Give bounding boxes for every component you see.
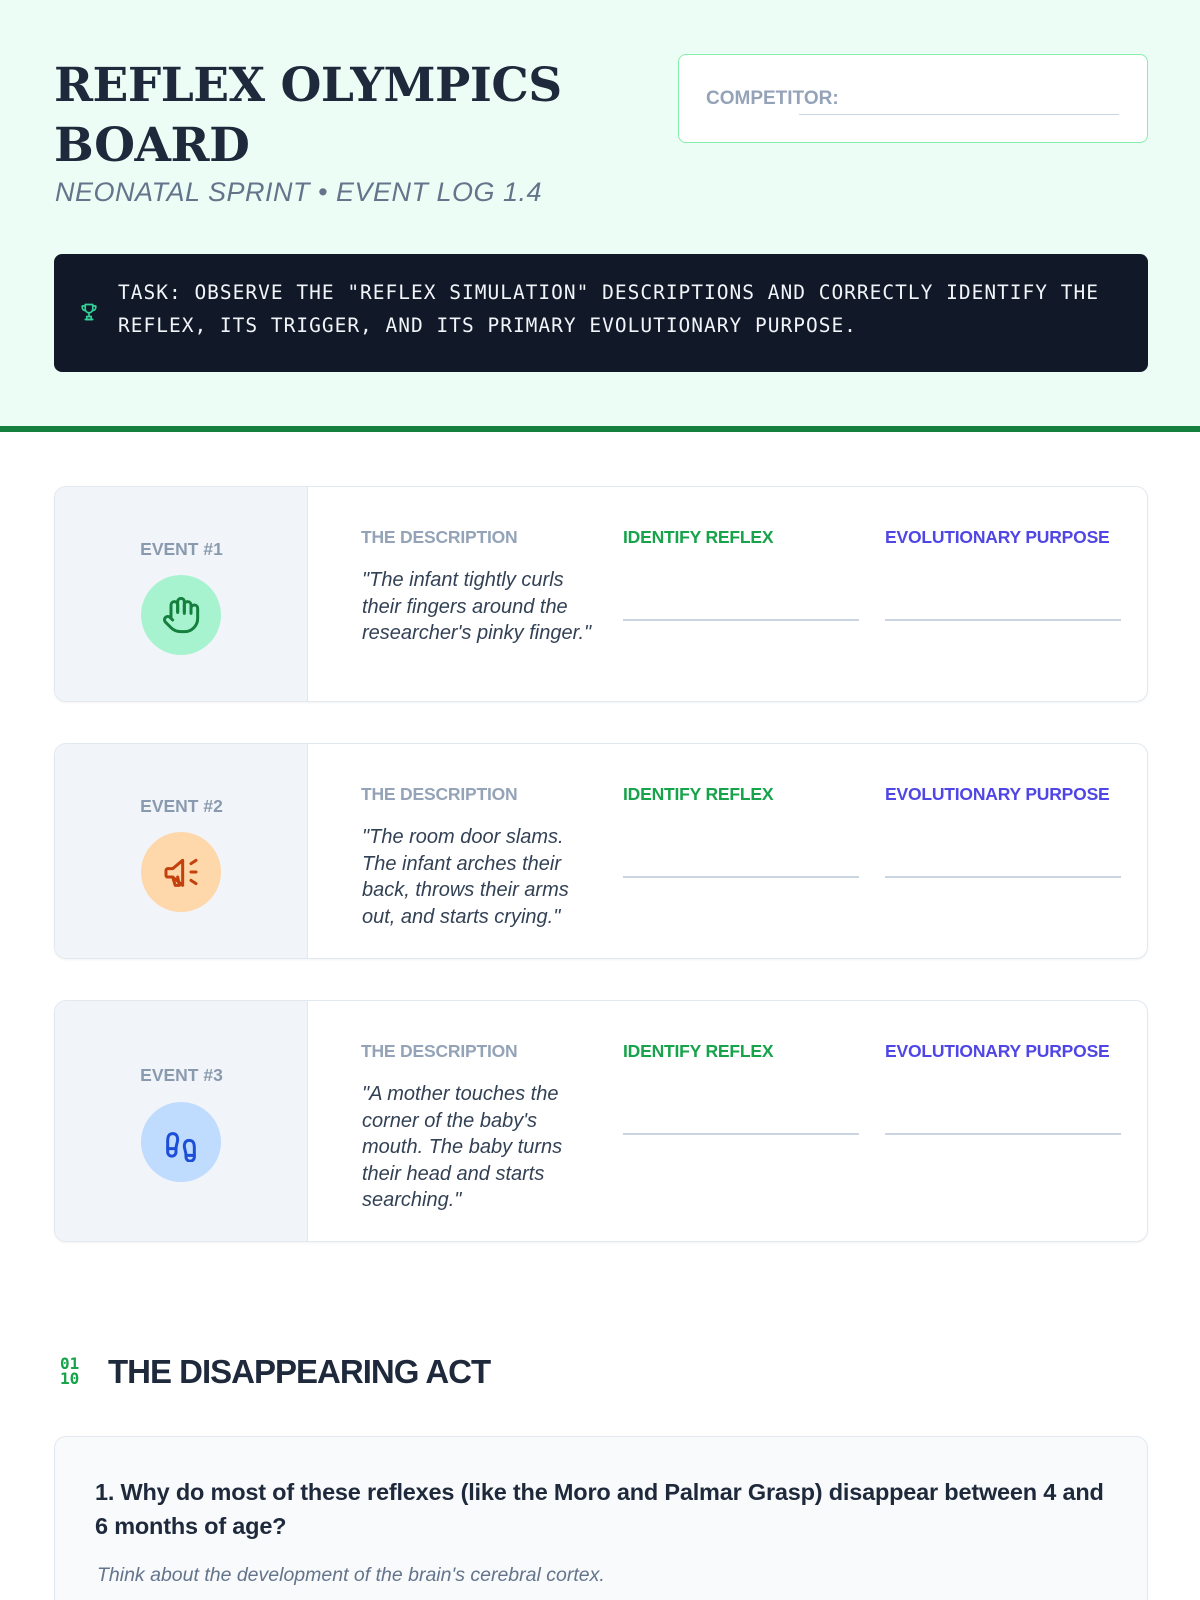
hand-icon — [161, 595, 201, 635]
task-banner — [54, 254, 1148, 372]
event-badge-panel — [55, 487, 308, 701]
purpose-answer-field[interactable] — [885, 1133, 1121, 1135]
event-card — [54, 743, 1148, 959]
reflex-answer-field[interactable] — [623, 619, 859, 621]
section-title: THE DISAPPEARING ACT — [108, 1353, 491, 1390]
trophy-icon — [80, 302, 98, 322]
question-text: 1. Why do most of these reflexes (like the Moro and Palmar Grasp) disappear between 4 and 6 months of age? — [95, 1479, 1104, 1539]
event-card — [54, 1000, 1148, 1242]
purpose-heading: EVOLUTIONARY PURPOSE — [885, 784, 1110, 804]
event-description: "The room door slams. The infant arches their back, throws their arms out, and starts crying." — [362, 826, 569, 928]
purpose-heading: EVOLUTIONARY PURPOSE — [885, 527, 1110, 547]
question-card — [54, 1436, 1148, 1600]
purpose-heading: EVOLUTIONARY PURPOSE — [885, 1041, 1110, 1061]
competitor-name-field[interactable] — [799, 114, 1119, 115]
event-card — [54, 486, 1148, 702]
footprints-icon — [161, 1122, 201, 1162]
competitor-box — [678, 54, 1148, 143]
purpose-answer-field[interactable] — [885, 619, 1121, 621]
reflex-answer-field[interactable] — [623, 876, 859, 878]
event-icon-badge — [141, 832, 221, 912]
description-heading: THE DESCRIPTION — [361, 527, 518, 547]
description-heading: THE DESCRIPTION — [361, 1041, 518, 1061]
event-number: EVENT #1 — [140, 539, 223, 559]
reflex-heading: IDENTIFY REFLEX — [623, 527, 774, 547]
page-title: REFLEX OLYMPICS BOARD — [54, 58, 562, 173]
question-hint: Think about the development of the brain's cerebral cortex. — [97, 1564, 605, 1586]
binary-icon — [60, 1356, 90, 1388]
description-heading: THE DESCRIPTION — [361, 784, 518, 804]
event-description: "The infant tightly curls their fingers around the researcher's pinky finger." — [362, 569, 592, 644]
reflex-answer-field[interactable] — [623, 1133, 859, 1135]
binary-icon-bottom: 10 — [60, 1369, 80, 1388]
purpose-answer-field[interactable] — [885, 876, 1121, 878]
megaphone-icon — [161, 852, 201, 892]
event-badge-panel — [55, 744, 308, 958]
header — [0, 0, 1200, 432]
event-number: EVENT #3 — [140, 1065, 223, 1085]
task-instructions: TASK: OBSERVE THE "REFLEX SIMULATION" DESCRIPTIONS AND CORRECTLY IDENTIFY THE REFLEX, ITS TRIGGER, AND ITS PRIMARY EVOLUTIONARY PURPOSE. — [118, 281, 1099, 337]
reflex-heading: IDENTIFY REFLEX — [623, 784, 774, 804]
event-description: "A mother touches the corner of the baby's mouth. The baby turns their head and starts searching." — [362, 1083, 563, 1211]
page-subtitle: NEONATAL SPRINT • EVENT LOG 1.4 — [55, 177, 543, 207]
competitor-label: COMPETITOR: — [706, 88, 839, 109]
event-icon-badge — [141, 575, 221, 655]
binary-icon-top: 01 — [60, 1354, 80, 1373]
event-icon-badge — [141, 1102, 221, 1182]
event-badge-panel — [55, 1001, 308, 1241]
event-number: EVENT #2 — [140, 796, 223, 816]
reflex-heading: IDENTIFY REFLEX — [623, 1041, 774, 1061]
